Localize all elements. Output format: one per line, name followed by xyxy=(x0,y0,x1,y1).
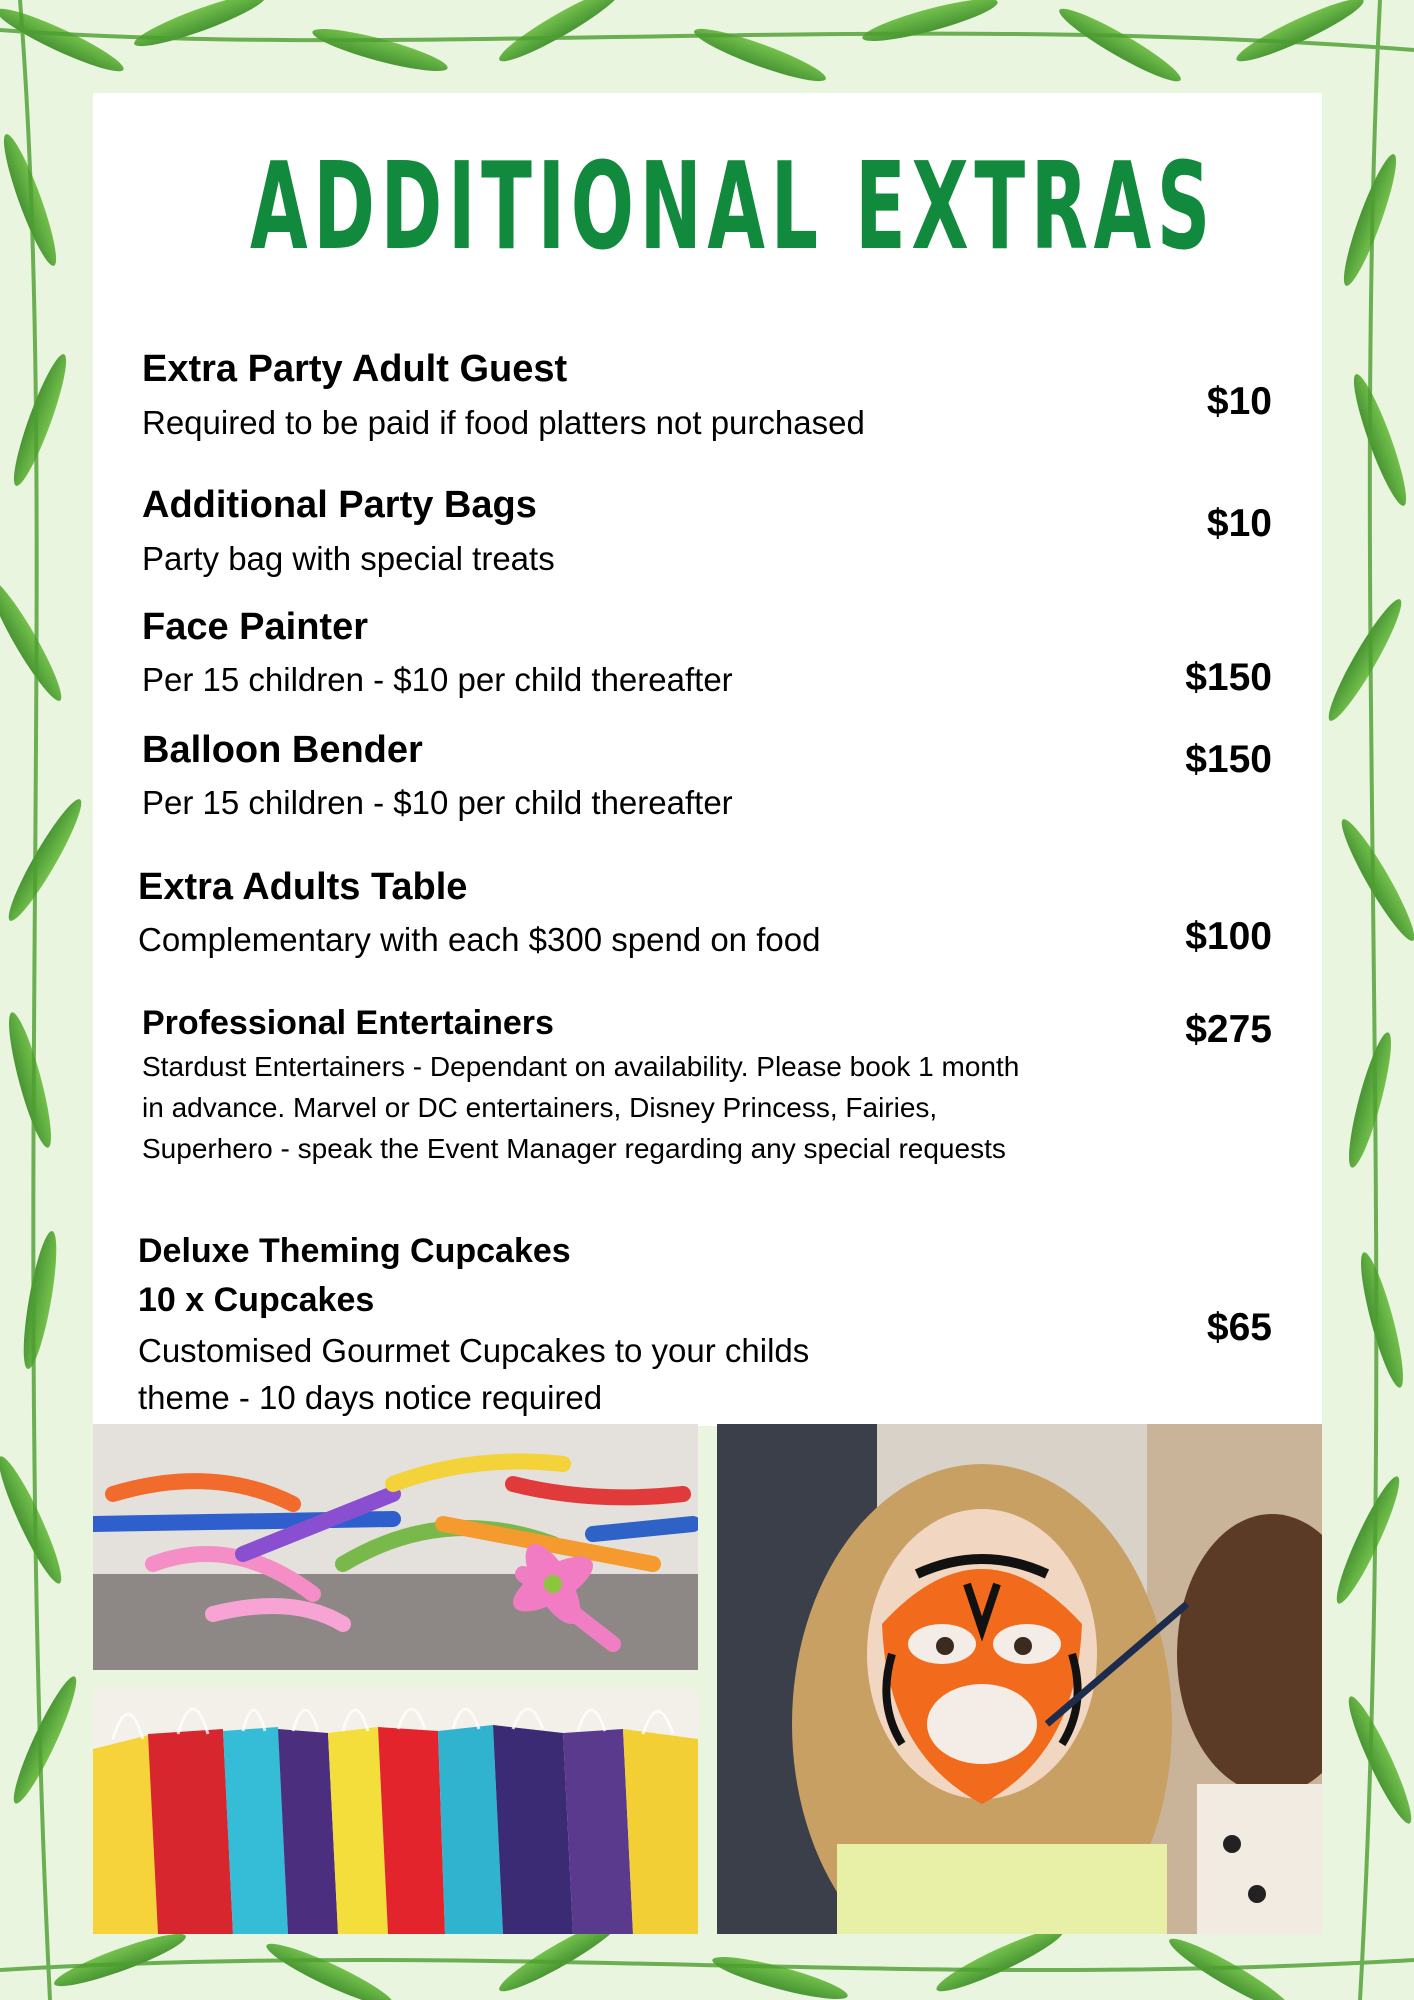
item-description-line2: theme - 10 days notice required xyxy=(138,1379,603,1416)
item-description: Per 15 children - $10 per child thereafter xyxy=(142,661,733,698)
item-price: $10 xyxy=(1206,502,1272,545)
item-price: $65 xyxy=(1206,1306,1272,1349)
item-name: Additional Party Bags xyxy=(142,484,537,526)
item-price: $100 xyxy=(1185,915,1272,958)
item-price: $275 xyxy=(1185,1008,1272,1051)
page-title: ADDITIONAL EXTRAS xyxy=(250,138,1216,277)
item-name: Professional Entertainers xyxy=(142,1004,554,1042)
item-description: Required to be paid if food platters not purchased xyxy=(142,404,865,441)
item-price: $10 xyxy=(1206,380,1272,423)
item-description: Per 15 children - $10 per child thereafter xyxy=(142,784,733,821)
item-name: Balloon Bender xyxy=(142,729,423,771)
item-name: Extra Party Adult Guest xyxy=(142,348,568,390)
item-description: Stardust Entertainers - Dependant on availability. Please book 1 month in advance. Marvel or DC entertainers, Disney Princess, Fairies, Superhero - speak the Event Manager regarding any special requests xyxy=(142,1051,1020,1164)
item-price: $150 xyxy=(1185,656,1272,699)
item-name: Extra Adults Table xyxy=(138,866,468,908)
balloon-animals-photo xyxy=(93,1424,698,1670)
item-name: Deluxe Theming Cupcakes xyxy=(138,1232,571,1270)
party-bags-photo xyxy=(93,1689,698,1934)
item-description: Complementary with each $300 spend on food xyxy=(138,921,821,958)
item-subname: 10 x Cupcakes xyxy=(138,1281,375,1319)
item-name: Face Painter xyxy=(142,606,368,648)
face-painting-photo xyxy=(717,1424,1322,1934)
item-description: Customised Gourmet Cupcakes to your childs xyxy=(138,1332,810,1369)
item-price: $150 xyxy=(1185,738,1272,781)
item-description: Party bag with special treats xyxy=(142,540,555,577)
